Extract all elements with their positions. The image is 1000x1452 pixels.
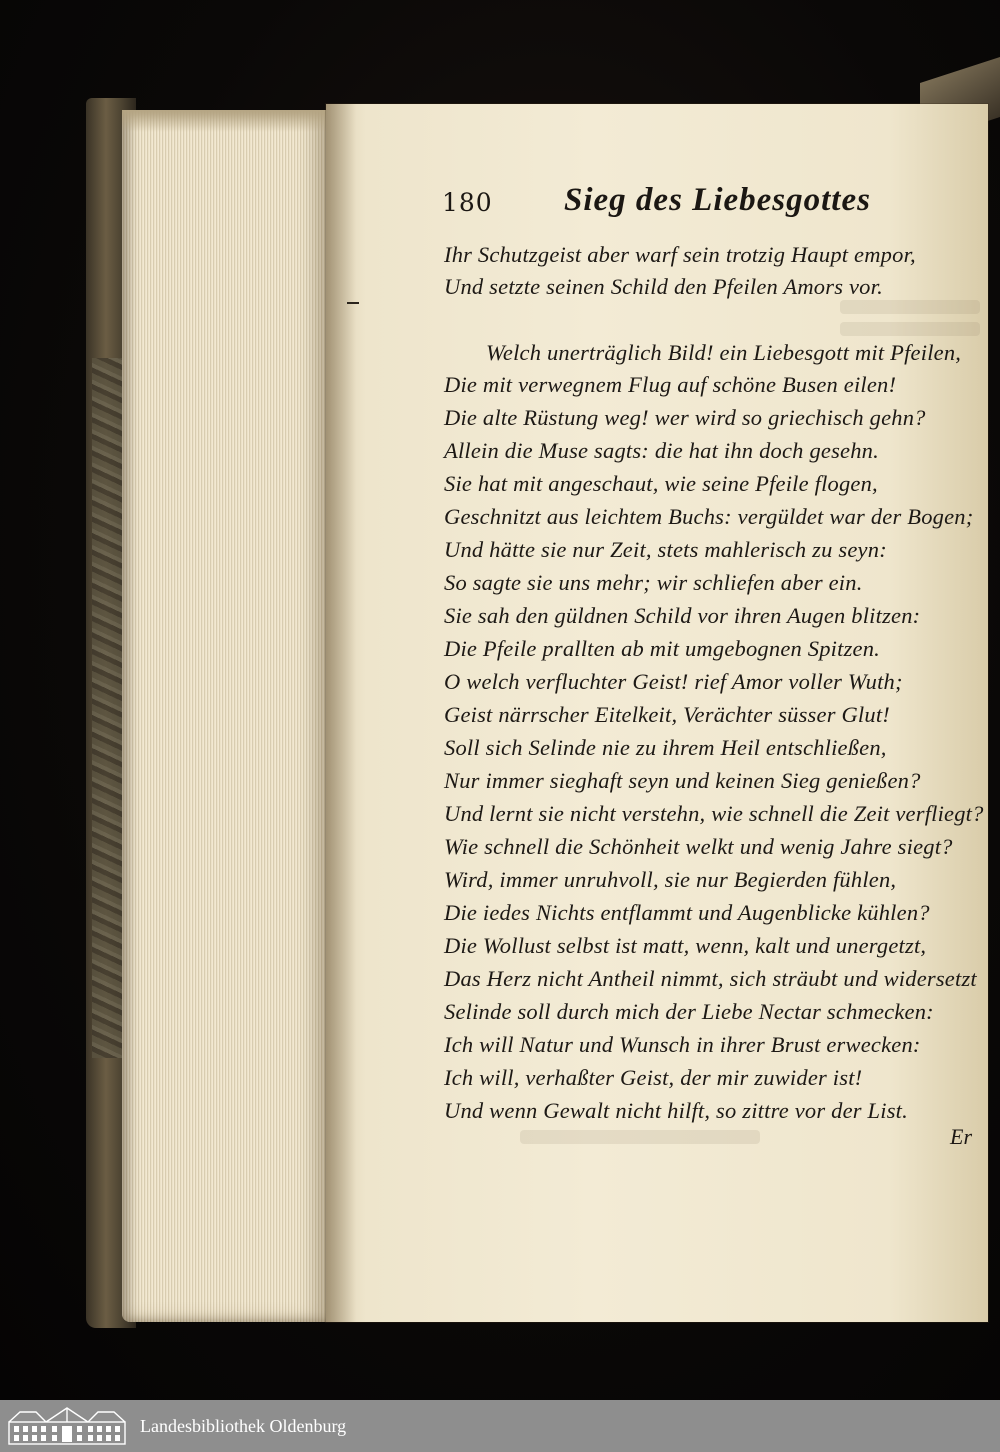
poem-line: Selinde soll durch mich der Liebe Nectar schmecken:: [444, 999, 934, 1024]
library-name: Landesbibliothek Oldenburg: [140, 1415, 347, 1436]
poem-line: Sie sah den güldnen Schild vor ihren Augen blitzen:: [444, 603, 921, 628]
bleed-through-mark: [840, 322, 980, 336]
poem-line: O welch verfluchter Geist! rief Amor voller Wuth;: [444, 669, 903, 694]
poem-line: Die Wollust selbst ist matt, wenn, kalt und unergetzt,: [444, 933, 927, 958]
poem-line: Und lernt sie nicht verstehn, wie schnell die Zeit verfliegt?: [444, 801, 984, 826]
poem-line: Und hätte sie nur Zeit, stets mahlerisch zu seyn:: [444, 537, 887, 562]
poem-line: Die mit verwegnem Flug auf schöne Busen eilen!: [444, 372, 897, 397]
catchword: Er: [950, 1124, 972, 1149]
bleed-through-mark: [520, 1130, 760, 1144]
poem-line: Wie schnell die Schönheit welkt und wenig Jahre siegt?: [444, 834, 953, 859]
poem-line: Allein die Muse sagts: die hat ihn doch gesehn.: [444, 438, 879, 463]
poem-line: Soll sich Selinde nie zu ihrem Heil entschließen,: [444, 735, 887, 760]
poem-line: Welch unerträglich Bild! ein Liebesgott mit Pfeilen,: [486, 340, 962, 365]
page-number: 180: [442, 188, 493, 217]
page-edges: [122, 110, 330, 1322]
poem-line: Wird, immer unruhvoll, sie nur Begierden fühlen,: [444, 867, 897, 892]
poem-line: Die Pfeile prallten ab mit umgebognen Spitzen.: [444, 636, 880, 661]
page-header: [442, 182, 872, 228]
poem-line: Sie hat mit angeschaut, wie seine Pfeile flogen,: [444, 471, 878, 496]
poem-line: Das Herz nicht Antheil nimmt, sich sträubt und widersetzt: [444, 966, 977, 991]
poem-line: Geist närrscher Eitelkeit, Verächter süsser Glut!: [444, 702, 890, 727]
poem-line: Ich will Natur und Wunsch in ihrer Brust erwecken:: [444, 1032, 921, 1057]
poem-line: Ihr Schutzgeist aber warf sein trotzig Haupt empor,: [444, 242, 916, 267]
poem-line: So sagte sie uns mehr; wir schliefen aber ein.: [444, 570, 863, 595]
poem-line: Die alte Rüstung weg! wer wird so griechisch gehn?: [444, 405, 926, 430]
poem-line: Und setzte seinen Schild den Pfeilen Amors vor.: [444, 274, 883, 299]
poem-line: Nur immer sieghaft seyn und keinen Sieg genießen?: [444, 768, 921, 793]
footer-bar: [0, 1400, 1000, 1452]
poem-line: Geschnitzt aus leichtem Buchs: vergüldet war der Bogen;: [444, 504, 974, 529]
running-title: Sieg des Liebesgottes: [564, 182, 871, 218]
poem-line: Und wenn Gewalt nicht hilft, so zittre vor der List.: [444, 1098, 908, 1123]
library-building-logo-icon: [6, 1406, 128, 1446]
stray-ink-mark: [347, 302, 359, 304]
poem-line: Ich will, verhaßter Geist, der mir zuwider ist!: [444, 1065, 863, 1090]
poem-line: Die iedes Nichts entflammt und Augenblicke kühlen?: [444, 900, 930, 925]
